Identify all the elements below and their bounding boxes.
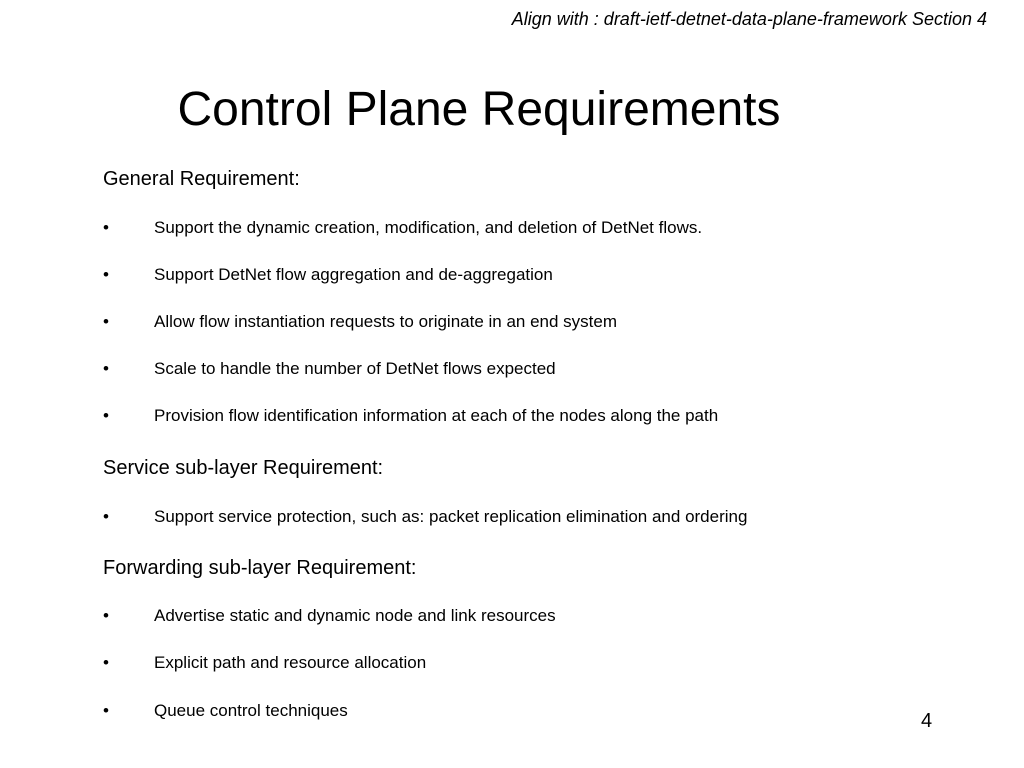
bullet-icon: •	[103, 265, 109, 284]
bullet-icon: •	[103, 701, 109, 720]
requirement-text: Provision flow identification information at each of the nodes along the path	[154, 406, 719, 425]
bullet-icon: •	[103, 218, 109, 237]
general-requirement-heading: General Requirement:	[103, 168, 300, 190]
bullet-icon: •	[103, 406, 109, 425]
requirement-text: Queue control techniques	[154, 701, 348, 720]
bullet-icon: •	[103, 507, 109, 526]
requirement-text: Support DetNet flow aggregation and de-aggregation	[154, 265, 553, 284]
requirement-text: Support the dynamic creation, modification, and deletion of DetNet flows.	[154, 218, 703, 237]
requirement-text: Allow flow instantiation requests to originate in an end system	[154, 312, 618, 331]
bullet-icon: •	[103, 359, 109, 378]
requirement-text: Scale to handle the number of DetNet flows expected	[154, 359, 556, 378]
page-number: 4	[921, 710, 933, 732]
requirement-text: Support service protection, such as: packet replication elimination and ordering	[154, 507, 748, 526]
requirement-text: Advertise static and dynamic node and link resources	[154, 606, 556, 625]
alignment-note: Align with : draft-ietf-detnet-data-plane-framework Section 4	[511, 9, 987, 29]
forwarding-sub-layer-heading: Forwarding sub-layer Requirement:	[103, 557, 417, 579]
service-sub-layer-heading: Service sub-layer Requirement:	[103, 457, 384, 479]
slide-title: Control Plane Requirements	[177, 83, 781, 136]
requirement-text: Explicit path and resource allocation	[154, 653, 427, 672]
bullet-icon: •	[103, 606, 109, 625]
bullet-icon: •	[103, 312, 109, 331]
bullet-icon: •	[103, 653, 109, 672]
